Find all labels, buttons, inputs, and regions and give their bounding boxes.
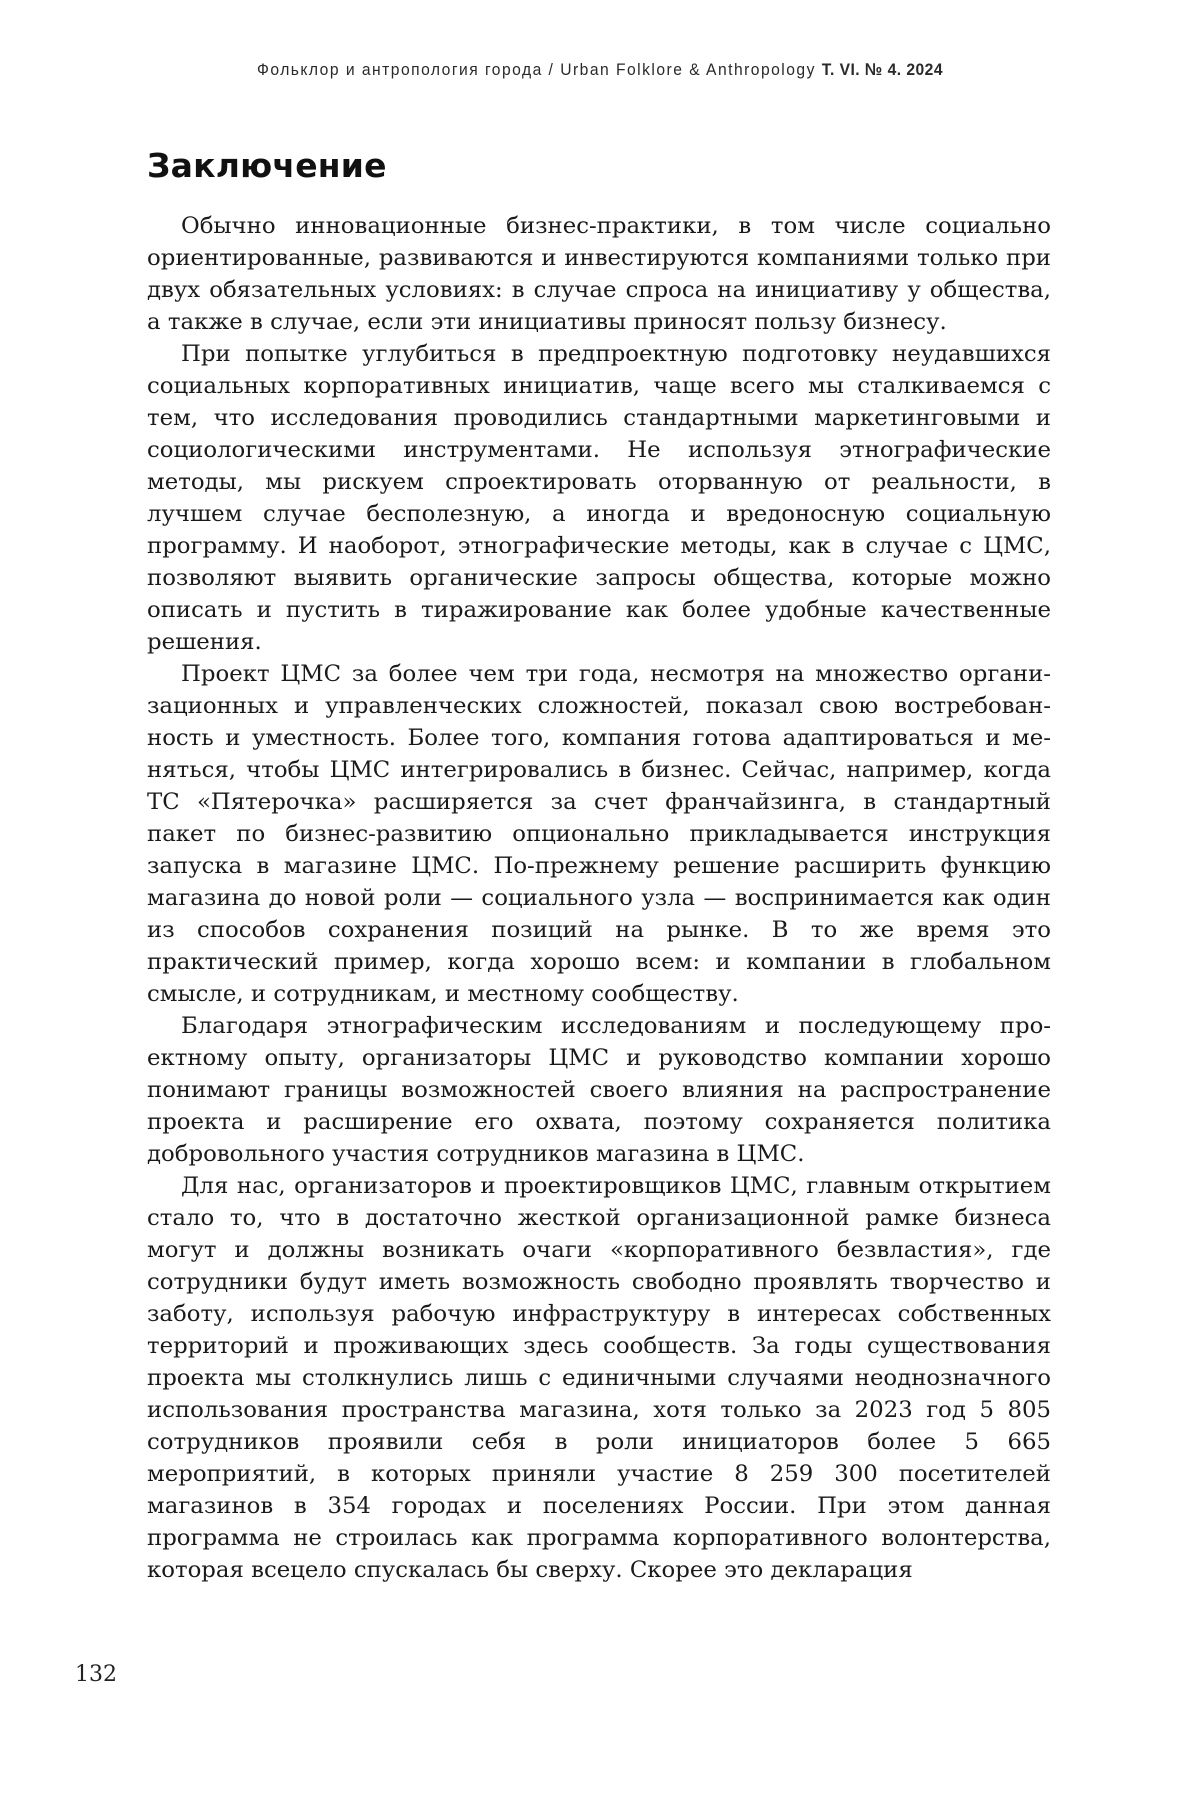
paragraph: Благодаря этнографическим исследованиям и последующему про­ектному опыту, организаторы ЦМС и руководство компании хорошо понимают границы возможностей своего влияния на распростране­ние проекта и расширение его охвата, поэтому сохраняется политика добровольного участия сотрудников магазина в ЦМС. — [147, 1010, 1051, 1170]
paragraph: При попытке углубиться в предпроектную подготовку неудавших­ся социальных корпоративных инициатив, чаще всего мы сталкиваем­ся с тем, что исследования проводились стандартными маркетинговы­ми и социологическими инструментами. Не используя этнографиче­ские методы, мы рискуем спроектировать оторванную от реальности, в лучшем случае бесполезную, а иногда и вредоносную социальную программу. И наоборот, этнографические методы, как в случае с ЦМС, позволяют выявить органические запросы общества, которые можно описать и пустить в тиражирование как более удобные каче­ственные решения. — [147, 338, 1051, 658]
section-title: Заключение — [147, 146, 387, 185]
paragraph: Для нас, организаторов и проектировщиков ЦМС, главным откры­тием стало то, что в достаточно жесткой организационной рамке биз­неса могут и должны возникать очаги «корпоративного безвластия», где сотрудники будут иметь возможность свободно проявлять твор­чество и заботу, используя рабочую инфраструктуру в интересах соб­ственных территорий и проживающих здесь сообществ. За годы су­ществования проекта мы столкнулись лишь с единичными случаями неоднозначного использования пространства магазина, хотя только за 2023 год 5 805 сотрудников проявили себя в роли инициаторов бо­лее 5 665 мероприятий, в которых приняли участие 8 259 300 посети­телей магазинов в 354 городах и поселениях России. При этом данная программа не строилась как программа корпоративного волонтер­ства, которая всецело спускалась бы сверху. Скорее это декларация — [147, 1170, 1051, 1586]
article-body — [147, 210, 1051, 1586]
running-header — [48, 60, 1152, 80]
paragraph: Обычно инновационные бизнес-практики, в том числе социально ориентированные, развиваются и инвестируются компаниями толь­ко при двух обязательных условиях: в случае спроса на инициативу у общества, а также в случае, если эти инициативы приносят пользу бизнесу. — [147, 210, 1051, 338]
paragraph: Проект ЦМС за более чем три года, несмотря на множество органи­зационных и управленческих сложностей, показал свою востребован­ность и уместность. Более того, компания готова адаптироваться и ме­няться, чтобы ЦМС интегрировались в бизнес. Сейчас, например, ког­да ТС «Пятерочка» расширяется за счет франчайзинга, в стандартный пакет по бизнес-развитию опционально прикладывается инструкция запуска в магазине ЦМС. По-прежнему решение расширить функцию магазина до новой роли — социального узла — воспринимается как один из способов сохранения позиций на рынке. В то же время это практический пример, когда хорошо всем: и компании в глобальном смысле, и сотрудникам, и местному сообществу. — [147, 658, 1051, 1010]
issue-info: Т. VI. № 4. 2024 — [822, 60, 943, 79]
journal-title: Фольклор и антропология города / Urban Folklore & Anthropology — [257, 60, 816, 79]
page-number: 132 — [75, 1662, 117, 1687]
